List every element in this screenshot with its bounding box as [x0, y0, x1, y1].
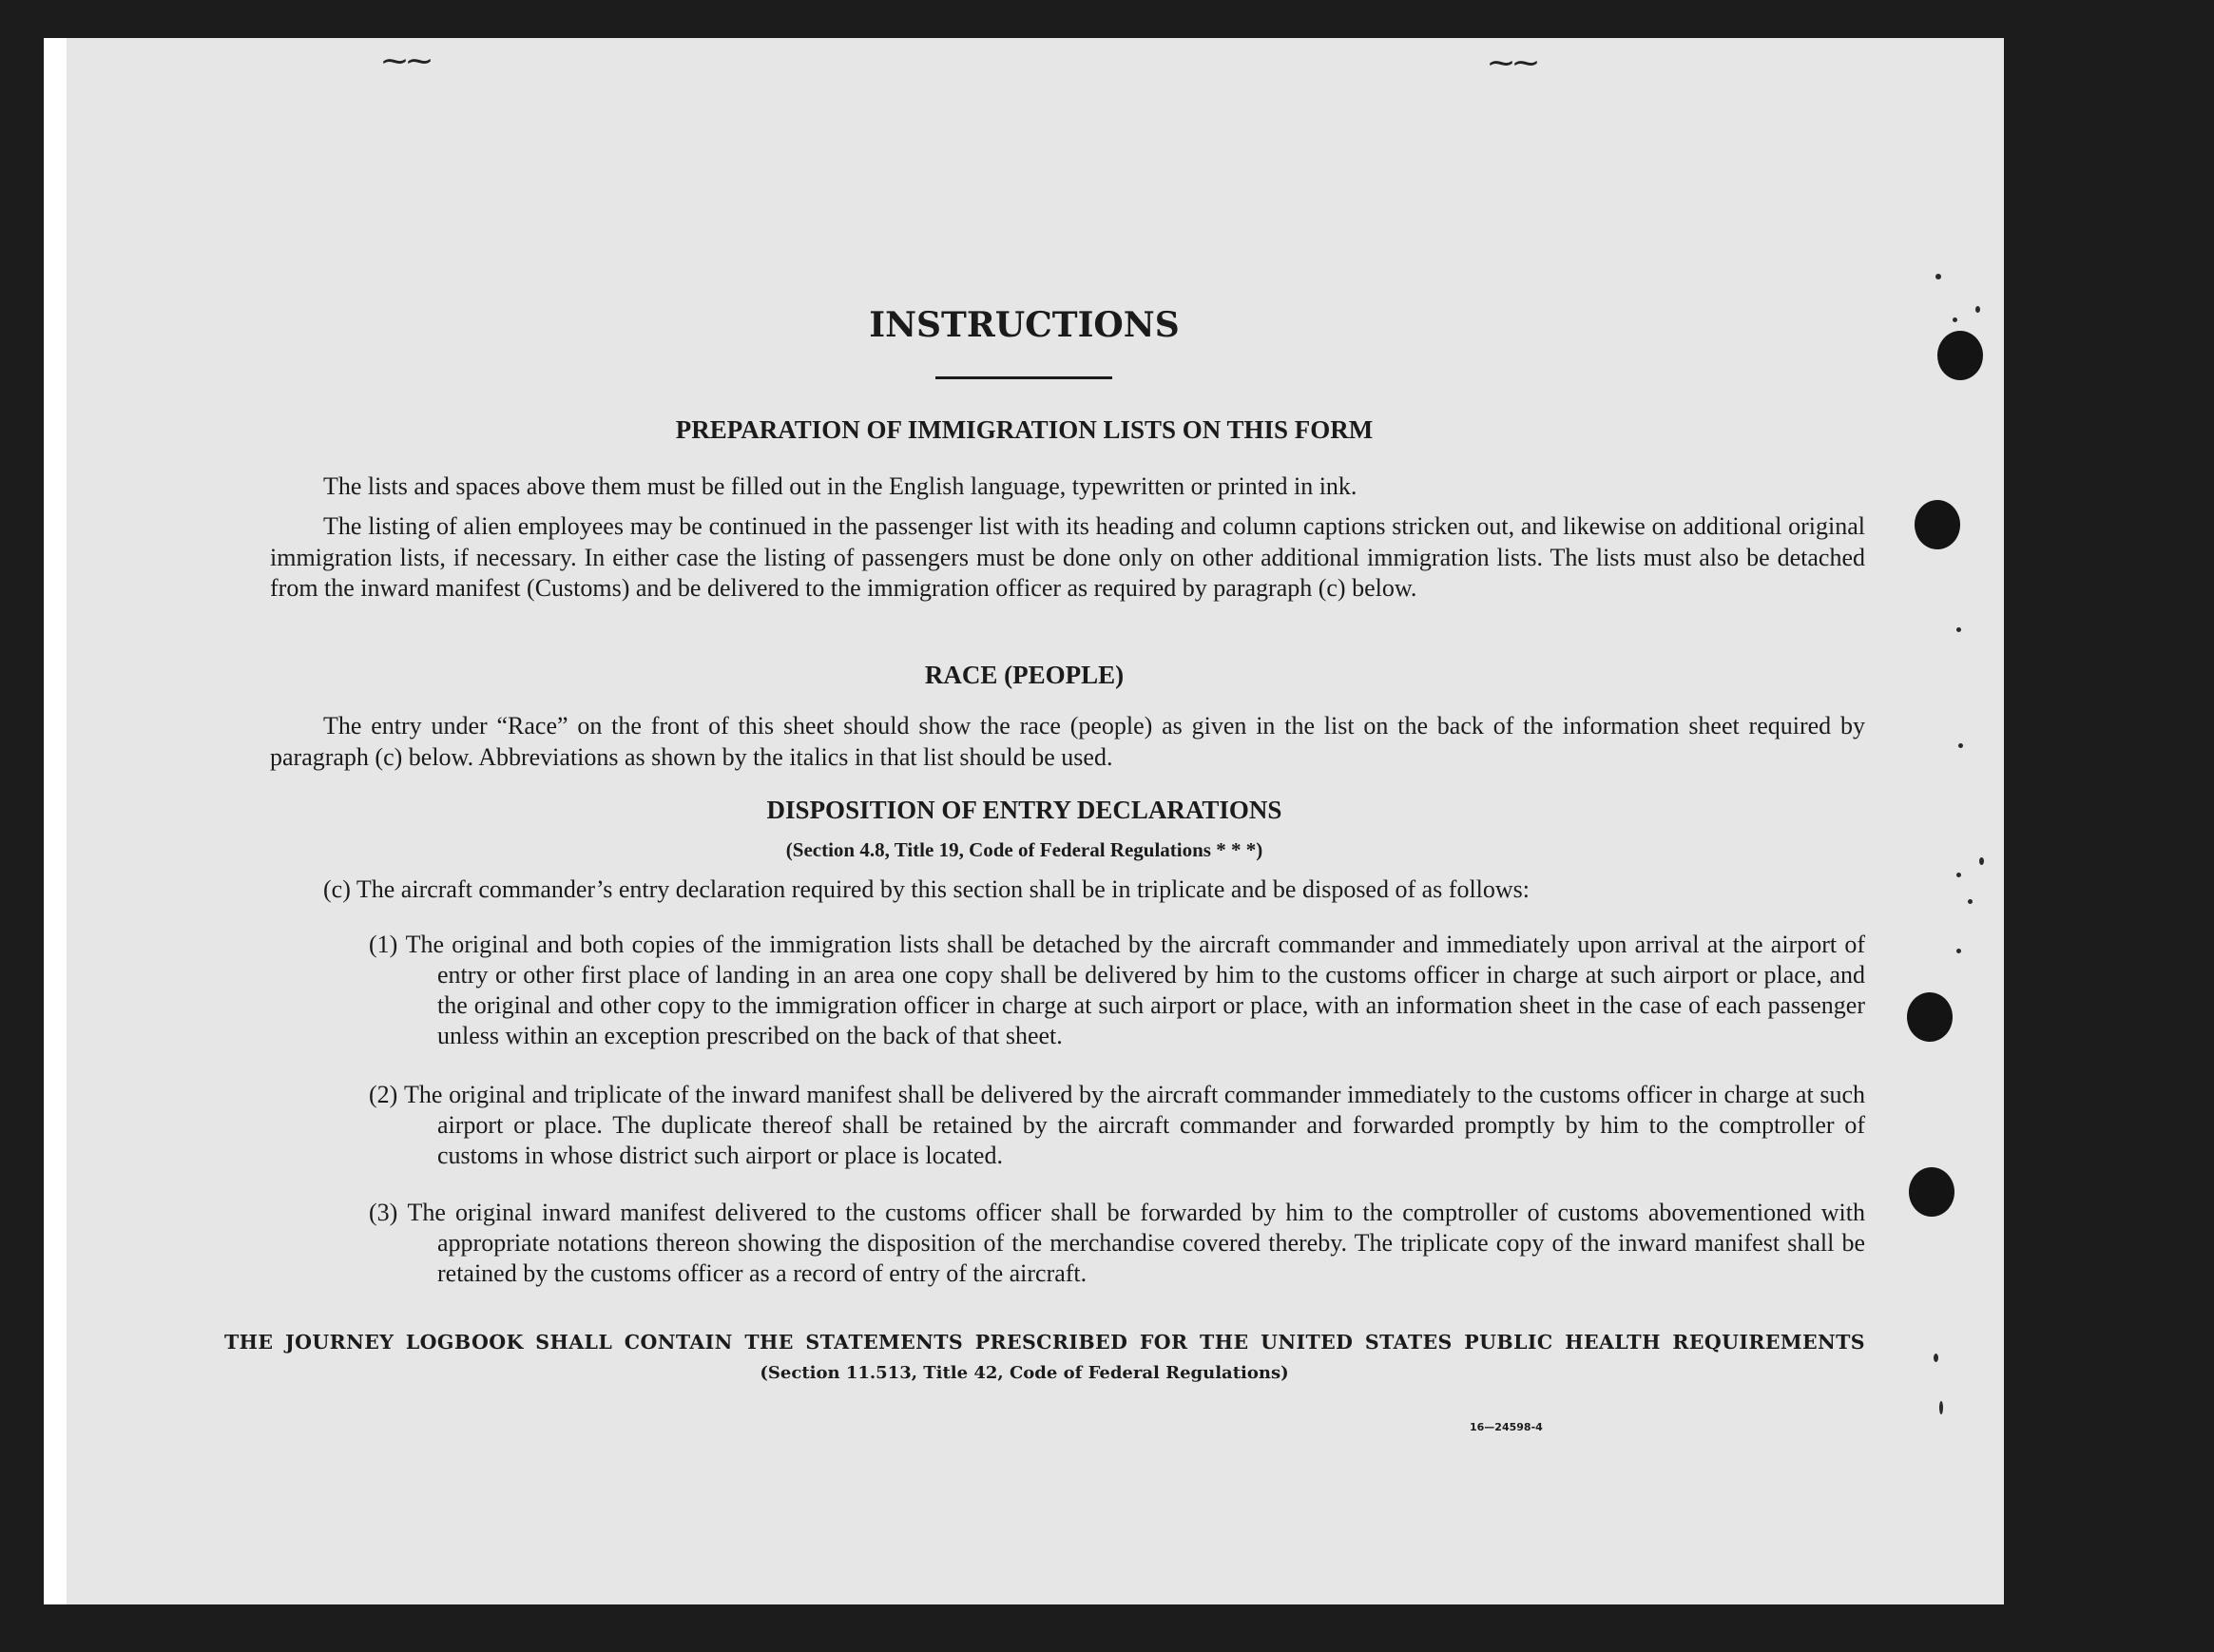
item-number: (2): [369, 1081, 398, 1108]
disposition-intro: (c) The aircraft commander’s entry declaration required by this section shall be in triplicate and be disposed of as follows:: [323, 875, 1531, 903]
preparation-paragraph-2: The listing of alien employees may be continued in the passenger list with its heading and column captions stricken out, and likewise on additional original immigration lists, if necessary. In either case the listing of passengers must be done only on other additional immigration lists. The lists must also be detached from the inward manifest (Customs) and be delivered to the immigration officer as required by paragraph (c) below.: [270, 512, 1865, 602]
title-underline: [935, 376, 1112, 379]
footer-citation: (Section 11.513, Title 42, Code of Federal Regulations): [760, 1363, 1289, 1383]
preparation-paragraph-1: The lists and spaces above them must be filled out in the English language, typewritten or printed in ink.: [323, 472, 1357, 500]
speck: [1968, 899, 1973, 904]
disposition-item-3: [369, 1198, 1865, 1289]
item-number: (3): [369, 1199, 398, 1226]
document-title: INSTRUCTIONS: [869, 305, 1180, 345]
disposition-heading: DISPOSITION OF ENTRY DECLARATIONS: [766, 796, 1282, 824]
speck: [1956, 627, 1961, 632]
punch-hole: [1907, 992, 1953, 1042]
punch-hole: [1915, 500, 1960, 549]
disposition-item-1: [369, 930, 1865, 1051]
disposition-item-2: [369, 1080, 1865, 1171]
footer-statement: THE JOURNEY LOGBOOK SHALL CONTAIN THE STATEMENTS PRESCRIBED FOR THE UNITED STATES PUBLIC HEALTH REQUIREMENTS: [224, 1331, 1865, 1354]
speck: [1958, 743, 1963, 748]
speck: [1934, 1354, 1938, 1362]
punch-hole: [1909, 1167, 1954, 1217]
item-text: The original inward manifest delivered to the customs officer shall be forwarded by him to the comptroller of customs abovementioned with appropriate notations thereon showing the disposition of the merchandise covered thereby. The triplicate copy of the inward manifest shall be retained by the customs officer as a record of entry of the aircraft.: [407, 1199, 1866, 1287]
speck: [1935, 274, 1941, 279]
speck: [1956, 949, 1961, 953]
preparation-heading: PREPARATION OF IMMIGRATION LISTS ON THIS FORM: [675, 415, 1374, 444]
staple-mark-right: ⁓⁓: [1489, 49, 1538, 78]
staple-mark-left: ⁓⁓: [382, 48, 432, 76]
item-text: The original and triplicate of the inward manifest shall be delivered by the aircraft commander immediately to the customs officer in charge at such airport or place. The duplicate thereof shall be retained by the aircraft commander and forwarded promptly by him to the comptroller of customs in whose district such airport or place is located.: [404, 1081, 1866, 1169]
race-paragraph: The entry under “Race” on the front of this sheet should show the race (people) as given in the list on the back of the information sheet required by paragraph (c) below. Abbreviations as shown by the italics in that list should be used.: [270, 712, 1865, 771]
document-page: [44, 38, 2004, 1604]
item-text: The original and both copies of the immigration lists shall be detached by the aircraft commander and immediately upon arrival at the airport of entry or other first place of landing in an area one copy shall be delivered by him to the customs officer in charge at such airport or place, and the original and other copy to the immigration officer in charge at such airport or place, with an information sheet in the case of each passenger unless within an exception prescribed on the back of that sheet.: [405, 931, 1865, 1049]
item-number: (1): [369, 931, 398, 958]
form-number: 16—24598-4: [1470, 1421, 1543, 1433]
disposition-subheading: (Section 4.8, Title 19, Code of Federal Regulations * * *): [785, 838, 1263, 861]
speck: [1956, 873, 1961, 877]
speck: [1939, 1401, 1943, 1414]
race-heading: RACE (PEOPLE): [924, 661, 1125, 689]
